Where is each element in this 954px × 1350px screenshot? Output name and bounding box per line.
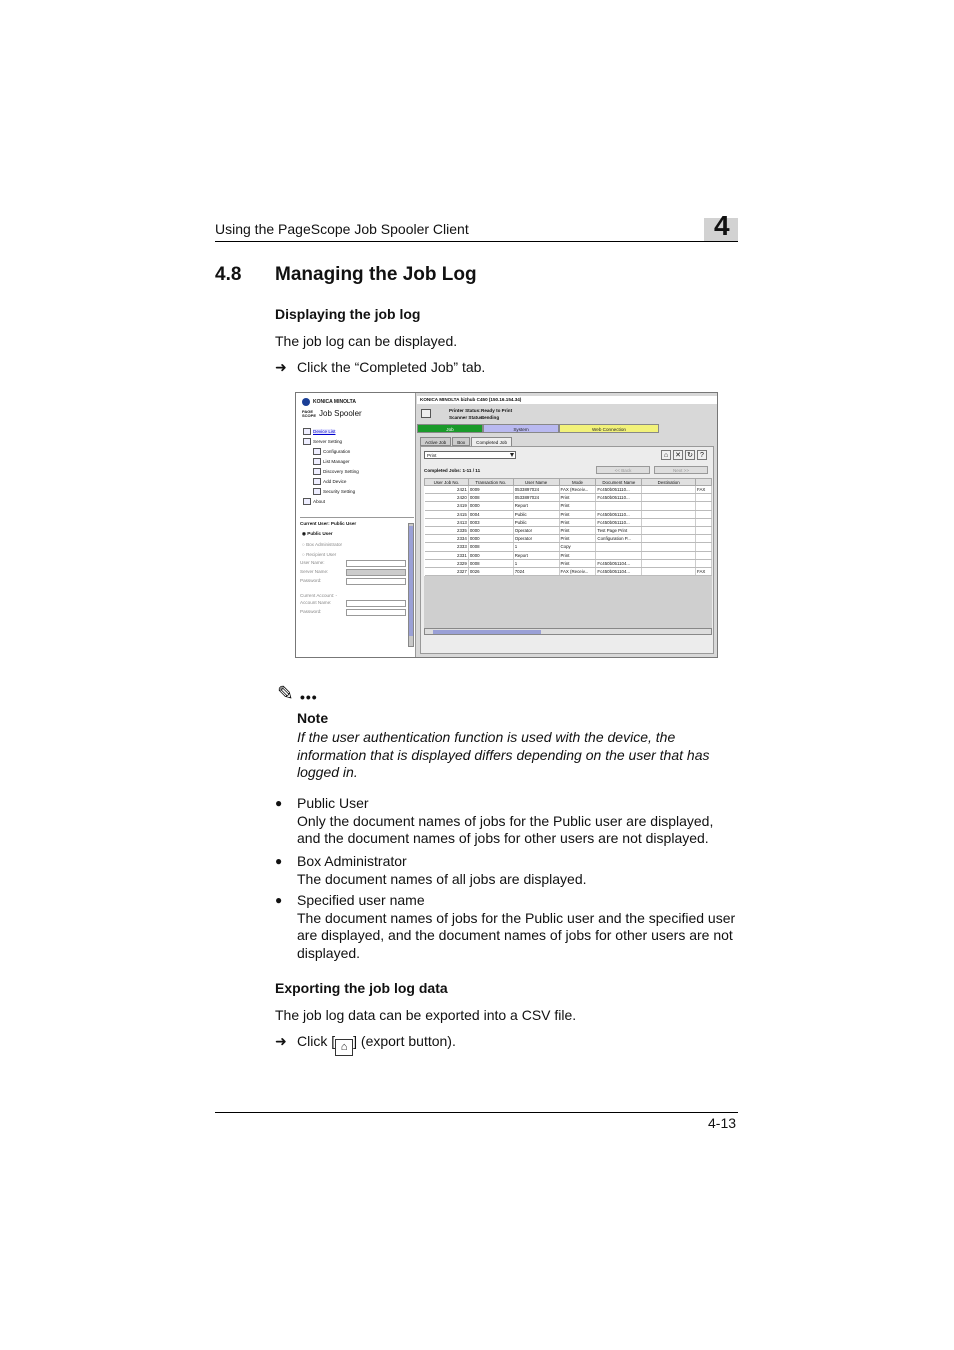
tree-item-device-list[interactable]: Device List	[303, 428, 359, 435]
table-cell	[596, 543, 642, 551]
table-cell: 2327	[425, 567, 469, 575]
table-cell: 2331	[425, 551, 469, 559]
table-cell: FAX	[696, 567, 712, 575]
export-step-suffix: ] (export button).	[353, 1033, 456, 1049]
table-cell: Operator	[513, 526, 559, 534]
tab-active-job[interactable]: Active Job	[420, 437, 451, 446]
right-panel	[417, 393, 717, 657]
table-cell: 0026	[468, 567, 513, 575]
col-destination[interactable]: Destination	[642, 479, 696, 486]
chapter-number: 4	[714, 210, 730, 241]
table-cell	[642, 518, 696, 526]
table-cell: 0000	[468, 526, 513, 534]
table-cell: 0533897024	[513, 494, 559, 502]
tab-job[interactable]: Job	[417, 424, 483, 433]
printer-status-label: Printer Status:	[449, 408, 481, 413]
list-icon	[313, 458, 321, 465]
scanner-status-value: Sending	[481, 415, 500, 420]
col-user-name[interactable]: User Name	[513, 479, 559, 486]
action-icons	[661, 450, 707, 460]
current-user-label: Current User: Public User	[300, 521, 357, 526]
table-cell	[642, 551, 696, 559]
left-panel	[296, 393, 416, 657]
running-header: Using the PageScope Job Spooler Client	[215, 221, 469, 237]
table-cell	[696, 559, 712, 567]
bullet-icon: ●	[275, 854, 283, 868]
bullet-title: Box Administrator	[297, 853, 407, 869]
filter-select[interactable]	[424, 451, 516, 459]
tree-item-list-manager[interactable]: List Manager	[313, 458, 359, 465]
table-cell	[696, 526, 712, 534]
table-cell	[696, 551, 712, 559]
table-cell: Print	[559, 502, 596, 510]
table-cell: Public	[513, 518, 559, 526]
table-cell: Test Page Print	[596, 526, 642, 534]
bullet-text: Only the document names of jobs for the Public user are displayed, and the document names of jobs for other users are not displayed.	[297, 812, 714, 847]
job-log-content	[420, 446, 714, 654]
current-account-label: Current Account: -	[300, 593, 338, 598]
table-cell: 0000	[468, 535, 513, 543]
table-row[interactable]	[425, 502, 712, 510]
table-cell: Configuration P...	[596, 535, 642, 543]
table-cell: 0009	[468, 486, 513, 494]
table-cell: Fc450b051104...	[596, 567, 642, 575]
section-title-text: Managing the Job Log	[275, 264, 477, 285]
subheading-exporting: Exporting the job log data	[275, 980, 448, 996]
display-step-text: Click the “Completed Job” tab.	[297, 359, 486, 375]
add-device-icon	[313, 478, 321, 485]
table-cell: Print	[559, 518, 596, 526]
table-row[interactable]	[425, 551, 712, 559]
table-cell: Copy	[559, 543, 596, 551]
export-step	[275, 1033, 456, 1056]
table-cell	[596, 502, 642, 510]
tab-completed-job[interactable]: Completed Job	[471, 437, 512, 446]
table-cell: 0000	[468, 502, 513, 510]
table-cell: 2415	[425, 510, 469, 518]
account-name-row: Account Name:	[300, 600, 406, 607]
section-title	[215, 264, 477, 286]
printer-icon	[421, 409, 431, 418]
table-cell: 2335	[425, 526, 469, 534]
table-cell: 2334	[425, 535, 469, 543]
top-tabs	[417, 424, 717, 433]
table-row[interactable]	[425, 486, 712, 494]
table-cell: 0000	[468, 551, 513, 559]
table-row[interactable]	[425, 510, 712, 518]
table-cell: 0008	[468, 559, 513, 567]
table-cell	[642, 535, 696, 543]
table-cell: FAX (Receiv...	[559, 486, 596, 494]
table-cell	[696, 510, 712, 518]
col-transaction-no[interactable]: Transaction No.	[468, 479, 513, 486]
tree-item-discovery-setting[interactable]: Discovery Setting	[313, 468, 359, 475]
table-header-row	[425, 479, 712, 486]
table-cell	[642, 502, 696, 510]
table-cell	[642, 526, 696, 534]
table-cell	[642, 510, 696, 518]
bullet-title: Specified user name	[297, 892, 425, 908]
table-cell: Fc450b051104...	[596, 559, 642, 567]
app-name: Job Spooler	[319, 409, 362, 418]
bullet-public-user	[275, 795, 737, 848]
table-row[interactable]	[425, 535, 712, 543]
radio-box-administrator[interactable]: ○ Box Administrator	[302, 542, 343, 547]
table-cell	[696, 543, 712, 551]
table-cell	[642, 543, 696, 551]
table-cell: Public	[513, 510, 559, 518]
folder-icon	[303, 438, 311, 445]
delete-icon[interactable]: ✕	[673, 450, 683, 460]
table-cell: Report	[513, 551, 559, 559]
step-arrow-icon: ➜	[275, 359, 287, 375]
page-number: 4-13	[708, 1115, 737, 1131]
tab-box[interactable]: Box	[452, 437, 470, 446]
account-name-field[interactable]	[346, 600, 406, 607]
table-cell: Print	[559, 559, 596, 567]
table-cell: 0008	[468, 494, 513, 502]
export-button-icon: ⌂	[335, 1039, 353, 1056]
tree-item-server-setting[interactable]: Server Setting	[303, 438, 359, 445]
col-user-job-no[interactable]: User Job No.	[425, 479, 469, 486]
bullet-text: The document names of jobs for the Public user and the specified user are displayed, and the document names of jobs for other users are not displayed.	[297, 909, 736, 961]
table-cell: Print	[559, 526, 596, 534]
discovery-icon	[313, 468, 321, 475]
left-scrollbar-thumb[interactable]	[409, 526, 413, 636]
tree-item-about[interactable]: About	[303, 498, 359, 505]
scanner-status-label: Scanner Status:	[449, 415, 484, 420]
horizontal-scrollbar-thumb[interactable]	[433, 630, 541, 634]
app-title	[302, 409, 362, 418]
tree-item-add-device[interactable]: Add Device	[313, 478, 359, 485]
completed-jobs-count: Completed Jobs: 1-11 / 11	[424, 468, 481, 473]
section-number: 4.8	[215, 264, 242, 285]
table-cell: Fc450b051110...	[596, 494, 642, 502]
col-extra	[696, 479, 712, 486]
table-row[interactable]	[425, 559, 712, 567]
table-cell: Report	[513, 502, 559, 510]
footer-rule	[215, 1112, 738, 1113]
tree-item-configuration[interactable]: Configuration	[313, 448, 359, 455]
table-row[interactable]	[425, 494, 712, 502]
export-intro: The job log data can be exported into a CSV file.	[275, 1007, 577, 1023]
horizontal-scrollbar[interactable]	[424, 628, 712, 635]
password-row: Password:	[300, 578, 406, 585]
table-cell: 7024	[513, 567, 559, 575]
printer-status-value: Ready to Print	[481, 408, 513, 413]
table-cell: Operator	[513, 535, 559, 543]
table-cell: Print	[559, 494, 596, 502]
table-cell: 2419	[425, 502, 469, 510]
table-cell: 0008	[468, 543, 513, 551]
table-cell: Print	[559, 535, 596, 543]
table-cell: 1	[513, 543, 559, 551]
bullet-icon: ●	[275, 893, 283, 907]
left-scrollbar[interactable]	[408, 523, 414, 647]
bullet-icon: ●	[275, 796, 283, 810]
server-name-row: Server Name:	[300, 569, 406, 576]
table-cell: 2420	[425, 494, 469, 502]
table-cell	[696, 494, 712, 502]
bullet-text: The document names of all jobs are displayed.	[297, 870, 587, 887]
info-icon	[303, 498, 311, 505]
table-cell: 2329	[425, 559, 469, 567]
konica-logo-icon	[302, 398, 310, 406]
user-name-field[interactable]	[346, 560, 406, 567]
table-cell: 1	[513, 559, 559, 567]
export-icon[interactable]: ⌂	[661, 450, 671, 460]
col-document-name[interactable]: Document Name	[596, 479, 642, 486]
table-row[interactable]	[425, 543, 712, 551]
sub-tabs	[420, 437, 512, 446]
config-icon	[313, 448, 321, 455]
filter-value: Print	[427, 453, 437, 458]
table-cell: 0004	[468, 510, 513, 518]
bullet-title: Public User	[297, 795, 369, 811]
display-intro: The job log can be displayed.	[275, 333, 458, 349]
export-step-prefix: Click [	[297, 1033, 336, 1049]
user-name-row: User Name:	[300, 560, 406, 567]
table-row[interactable]	[425, 518, 712, 526]
note-dots: •••	[300, 689, 318, 705]
col-mode[interactable]: Mode	[559, 479, 596, 486]
table-row[interactable]	[425, 567, 712, 575]
table-cell: 2421	[425, 486, 469, 494]
server-name-field[interactable]	[346, 569, 406, 576]
account-password-row: Password:	[300, 609, 406, 616]
header-rule	[215, 241, 738, 242]
table-cell: Fc450b051110...	[596, 518, 642, 526]
refresh-icon[interactable]: ↻	[685, 450, 695, 460]
subheading-displaying: Displaying the job log	[275, 306, 421, 322]
display-step	[275, 359, 485, 376]
user-panel	[300, 517, 414, 651]
table-cell	[696, 502, 712, 510]
table-cell: Fc450b051110...	[596, 510, 642, 518]
table-cell: FAX (Receiv...	[559, 567, 596, 575]
radio-public-user[interactable]: ◉ Public User	[302, 531, 333, 536]
radio-recipient-user[interactable]: ○ Recipient User	[302, 552, 337, 557]
table-cell: Fc450b051110...	[596, 486, 642, 494]
table-cell: FAX	[696, 486, 712, 494]
chevron-down-icon	[510, 453, 514, 457]
table-row[interactable]	[425, 526, 712, 534]
table-cell: Print	[559, 551, 596, 559]
note-body: If the user authentication function is used with the device, the information that is displayed differs depending on the user that has logged in.	[297, 729, 710, 781]
folder-icon	[303, 428, 311, 435]
pagescope-label: PAGE SCOPE	[302, 408, 317, 418]
tab-system[interactable]: System	[483, 424, 559, 433]
table-cell	[696, 535, 712, 543]
table-cell: 0533897024	[513, 486, 559, 494]
table-cell	[696, 518, 712, 526]
account-password-field[interactable]	[346, 609, 406, 616]
tree-item-security-setting[interactable]: Security Setting	[313, 488, 359, 495]
job-spooler-screenshot	[295, 392, 718, 658]
table-cell: 2333	[425, 543, 469, 551]
bullet-box-administrator	[275, 853, 737, 888]
help-icon[interactable]: ?	[697, 450, 707, 460]
security-icon	[313, 488, 321, 495]
table-cell: Print	[559, 510, 596, 518]
note-title: Note	[297, 710, 329, 726]
table-cell	[642, 559, 696, 567]
status-area	[417, 405, 717, 423]
brand-logo	[302, 398, 356, 406]
table-cell: 2413	[425, 518, 469, 526]
pencil-icon: ✎	[277, 683, 294, 705]
password-field[interactable]	[346, 578, 406, 585]
table-cell	[596, 551, 642, 559]
next-button[interactable]: Next >>	[654, 466, 708, 474]
nav-tree	[303, 428, 359, 505]
table-cell	[642, 486, 696, 494]
table-cell	[642, 567, 696, 575]
table-cell: 0003	[468, 518, 513, 526]
device-title: KONICA MINOLTA bizhub C450 (150.16.154.34)	[417, 396, 717, 404]
tab-web-connection[interactable]: Web Connection	[559, 424, 659, 433]
job-log-table	[424, 478, 712, 576]
table-cell	[642, 494, 696, 502]
back-button[interactable]: << Back	[596, 466, 650, 474]
brand-name: KONICA MINOLTA	[313, 399, 356, 405]
step-arrow-icon: ➜	[275, 1033, 287, 1049]
bullet-specified-user	[275, 892, 737, 962]
